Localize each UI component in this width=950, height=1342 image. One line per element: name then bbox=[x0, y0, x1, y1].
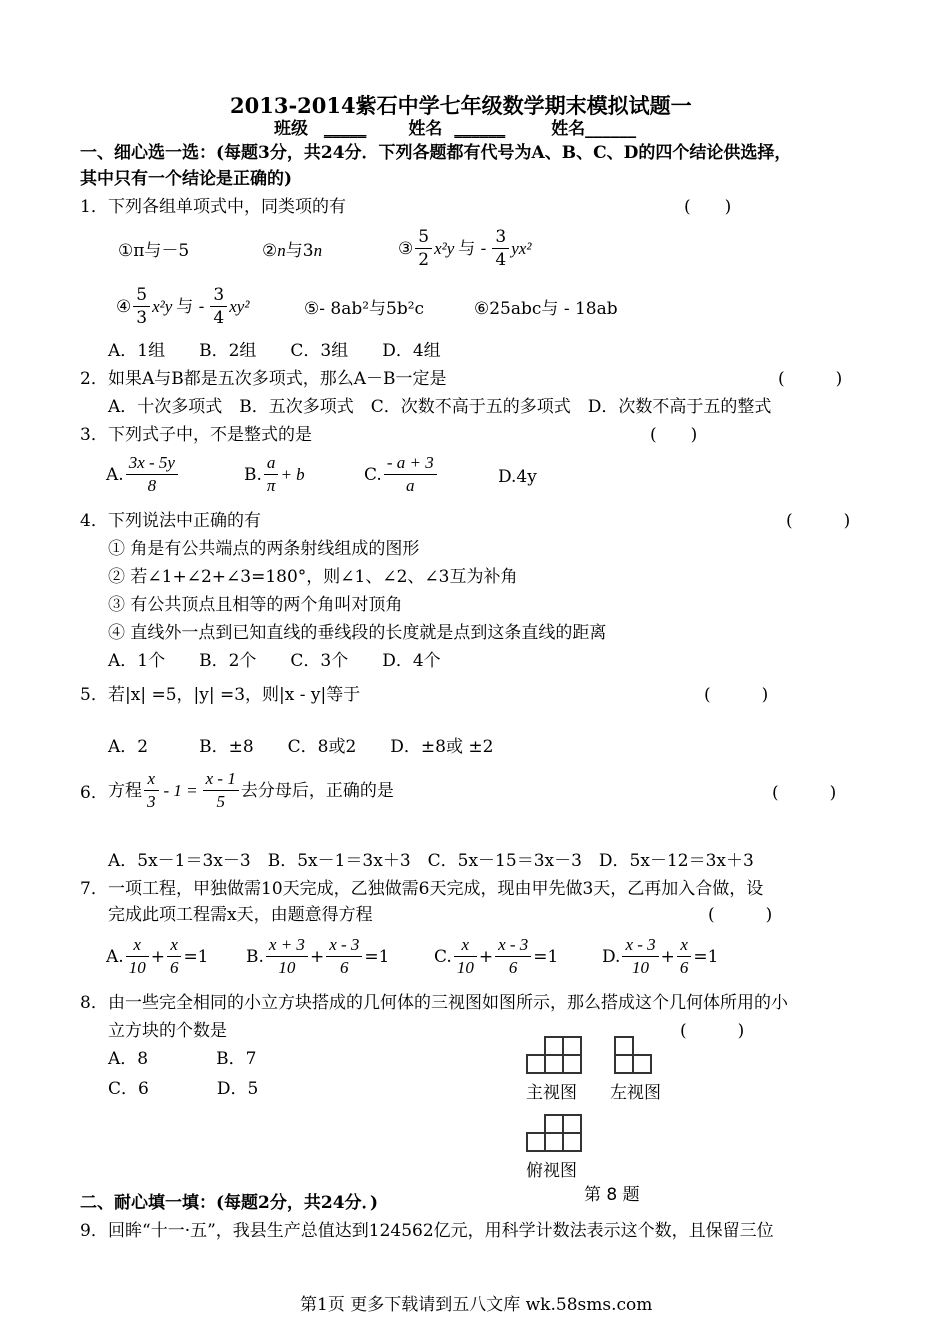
q6-num: 6． bbox=[80, 783, 108, 803]
q4-statement-1: ① 角是有公共端点的两条射线组成的图形 bbox=[108, 539, 420, 559]
class-blank: _____ bbox=[323, 119, 367, 139]
q6-answer-bracket: ( ) bbox=[772, 783, 837, 803]
q6-options: A．5x－1＝3x－3 B．5x－1＝3x＋3 C．5x－15＝3x－3 D．5x－12＝3x＋3 bbox=[108, 851, 754, 871]
q6-equation: 方程 $\frac{x}{3}$ - 1 = $\frac{x - 1}{5}$ 去分母后，正确的是 bbox=[108, 769, 394, 811]
q1-item-6: ⑥25abc与 - 18ab bbox=[474, 299, 618, 319]
q7-option-d: D. $\frac{x - 3}{10}$ + $\frac{x}{6}$ =1 bbox=[602, 935, 719, 977]
q5-options: A．2 B．±8 C．8或2 D．±8或 ±2 bbox=[108, 737, 494, 757]
left-view-label: 左视图 bbox=[610, 1083, 661, 1103]
q8-text: 由一些完全相同的小立方块搭成的几何体的三视图如图所示，那么搭成这个几何体所用的小 bbox=[108, 993, 788, 1013]
front-view-cube bbox=[544, 1036, 564, 1056]
class-label: 班级 bbox=[274, 119, 308, 139]
q8-options-1: A．8 B．7 bbox=[108, 1049, 257, 1069]
q8-text-2: 立方块的个数是 bbox=[108, 1021, 227, 1041]
top-view-cube bbox=[544, 1132, 564, 1152]
q7-option-a: A. $\frac{x}{10}$ + $\frac{x}{6}$ =1 bbox=[106, 935, 209, 977]
q7-text: 一项工程，甲独做需10天完成，乙独做需6天完成，现由甲先做3天，乙再加入合做，设 bbox=[108, 879, 764, 899]
q1-answer-bracket: ( ) bbox=[684, 197, 732, 217]
student-info bbox=[274, 118, 636, 140]
front-view-label: 主视图 bbox=[526, 1083, 577, 1103]
q7-num: 7． bbox=[80, 879, 108, 899]
q9-text: 回眸“十一·五”，我县生产总值达到124562亿元，用科学计数法表示这个数，且保留三位 bbox=[108, 1221, 774, 1241]
front-view-cube bbox=[544, 1054, 564, 1074]
q1-item-5: ⑤- 8ab²与5b²c bbox=[304, 299, 425, 319]
q3-num: 3． bbox=[80, 425, 108, 445]
q3-answer-bracket: ( ) bbox=[650, 425, 698, 445]
q1-item-1: ①π与－5 bbox=[118, 241, 190, 261]
figure-caption: 第 8 题 bbox=[584, 1185, 640, 1205]
page-footer: 第1页 更多下载请到五八文库 wk.58sms.com bbox=[300, 1295, 653, 1315]
q1-num: 1． bbox=[80, 197, 108, 217]
name-blank: ______ bbox=[454, 119, 506, 139]
q8-options-2: C．6 D．5 bbox=[108, 1079, 259, 1099]
q8-answer-bracket: ( ) bbox=[680, 1021, 745, 1041]
q1-item-4: ④ $\frac{5}{3}$ x²y 与 - $\frac{3}{4}$ xy² bbox=[116, 285, 250, 328]
q4-answer-bracket: ( ) bbox=[786, 511, 851, 531]
q3-option-a: A. $\frac{3x - 5y}{8}$ bbox=[106, 452, 180, 497]
name-label: 姓名 bbox=[408, 119, 443, 139]
q7-text-2: 完成此项工程需x天，由题意得方程 bbox=[108, 905, 373, 925]
q3-text: 下列式子中，不是整式的是 bbox=[108, 425, 312, 445]
q4-text: 下列说法中正确的有 bbox=[108, 511, 261, 531]
q7-option-c: C. $\frac{x}{10}$ + $\frac{x - 3}{6}$ =1 bbox=[434, 935, 559, 977]
q1-item-3: ③ $\frac{5}{2}$ x²y 与 - $\frac{3}{4}$ yx² bbox=[398, 227, 532, 270]
q4-options: A．1个 B．2个 C．3个 D．4个 bbox=[108, 651, 441, 671]
q1-options: A．1组 B．2组 C．3组 D．4组 bbox=[108, 341, 441, 361]
front-view-cube bbox=[562, 1036, 582, 1056]
q4-statement-4: ④ 直线外一点到已知直线的垂线段的长度就是点到这条直线的距离 bbox=[108, 623, 607, 643]
left-view-cube bbox=[632, 1054, 652, 1074]
q1-item-2: ②n与3n bbox=[262, 241, 323, 261]
page-title: 2013-2014紫石中学七年级数学期末模拟试题一 bbox=[230, 93, 692, 118]
q3-option-c: C. $\frac{- a + 3}{a}$ bbox=[364, 452, 439, 497]
q5-num: 5． bbox=[80, 685, 108, 705]
q3-option-b: B. $\frac{a}{\pi}$ + b bbox=[244, 453, 305, 495]
q4-statement-3: ③ 有公共顶点且相等的两个角叫对顶角 bbox=[108, 595, 403, 615]
q2-answer-bracket: ( ) bbox=[778, 369, 843, 389]
q7-option-b: B. $\frac{x + 3}{10}$ + $\frac{x - 3}{6}$ =1 bbox=[246, 935, 390, 977]
front-view-cube bbox=[562, 1054, 582, 1074]
top-view-cube bbox=[526, 1132, 546, 1152]
left-view-cube bbox=[614, 1036, 634, 1056]
q1-text: 下列各组单项式中，同类项的有 bbox=[108, 197, 346, 217]
section1-heading: 一、细心选一选：(每题3分，共24分．下列各题都有代号为A、B、C、D的四个结论供选择， bbox=[80, 143, 792, 163]
q8-num: 8． bbox=[80, 993, 108, 1013]
top-view-cube bbox=[562, 1114, 582, 1134]
q8-three-view-figure bbox=[524, 1036, 694, 1205]
q5-text: 若|x| =5，|y| =3，则|x - y|等于 bbox=[108, 685, 361, 705]
q5-answer-bracket: ( ) bbox=[704, 685, 769, 705]
q2-text: 如果A与B都是五次多项式，那么A－B一定是 bbox=[108, 369, 447, 389]
q9-num: 9． bbox=[80, 1221, 108, 1241]
q2-options: A．十次多项式 B．五次多项式 C．次数不高于五的多项式 D．次数不高于五的整式 bbox=[108, 397, 772, 417]
q3-option-d: D.4y bbox=[498, 467, 537, 487]
q4-num: 4． bbox=[80, 511, 108, 531]
top-view-cube bbox=[562, 1132, 582, 1152]
top-view-cube bbox=[544, 1114, 564, 1134]
q7-answer-bracket: ( ) bbox=[708, 905, 773, 925]
section2-heading: 二、耐心填一填：(每题2分，共24分．) bbox=[80, 1193, 379, 1213]
q2-num: 2． bbox=[80, 369, 108, 389]
q4-statement-2: ② 若∠1+∠2+∠3=180°，则∠1、∠2、∠3互为补角 bbox=[108, 567, 518, 587]
name2-label: 姓名______ bbox=[551, 119, 637, 139]
left-view-cube bbox=[614, 1054, 634, 1074]
front-view-cube bbox=[526, 1054, 546, 1074]
top-view-label: 俯视图 bbox=[526, 1161, 577, 1181]
section1-heading-2: 其中只有一个结论是正确的) bbox=[80, 169, 293, 189]
